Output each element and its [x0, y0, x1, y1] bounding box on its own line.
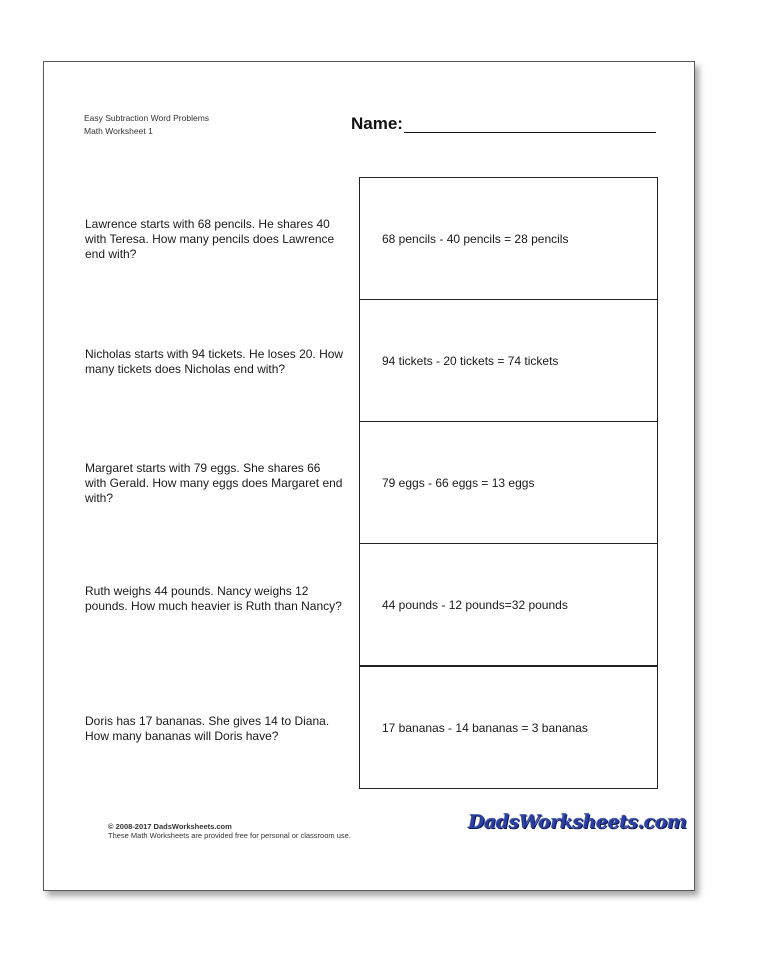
dadsworksheets-logo: DadsWorksheets.com [468, 811, 687, 833]
answer-box-4 [359, 543, 658, 666]
footer [108, 822, 351, 840]
problem-question-2: Nicholas starts with 94 tickets. He loses 20. How many tickets does Nicholas end with? [85, 347, 344, 376]
problem-question-4: Ruth weighs 44 pounds. Nancy weighs 12 pounds. How much heavier is Ruth than Nancy? [85, 584, 342, 613]
worksheet-subtitle: Math Worksheet 1 [84, 126, 153, 136]
answer-text-3: 79 eggs - 66 eggs = 13 eggs [382, 475, 535, 490]
problem-question-5: Doris has 17 bananas. She gives 14 to Diana. How many bananas will Doris have? [85, 714, 330, 743]
name-field-line[interactable] [404, 132, 656, 133]
worksheet-page [43, 61, 695, 891]
problem-question-3: Margaret starts with 79 eggs. She shares 66 with Gerald. How many eggs does Margaret end with? [85, 461, 343, 505]
footer-copyright: © 2008-2017 DadsWorksheets.com [108, 822, 232, 831]
answer-text-4: 44 pounds - 12 pounds=32 pounds [382, 597, 568, 612]
answer-box-2 [359, 299, 658, 422]
answer-text-1: 68 pencils - 40 pencils = 28 pencils [382, 231, 569, 246]
name-label: Name: [351, 114, 403, 133]
answer-box-1 [359, 177, 658, 300]
worksheet-title: Easy Subtraction Word Problems [84, 113, 210, 123]
answer-box-3 [359, 421, 658, 544]
footer-notice: These Math Worksheets are provided free for personal or classroom use. [108, 831, 351, 840]
answer-box-5 [359, 666, 658, 789]
answer-text-5: 17 bananas - 14 bananas = 3 bananas [382, 720, 588, 735]
answer-text-2: 94 tickets - 20 tickets = 74 tickets [382, 353, 559, 368]
problem-question-1: Lawrence starts with 68 pencils. He shares 40 with Teresa. How many pencils does Lawrence end with? [85, 217, 335, 261]
worksheet-header [84, 112, 209, 138]
